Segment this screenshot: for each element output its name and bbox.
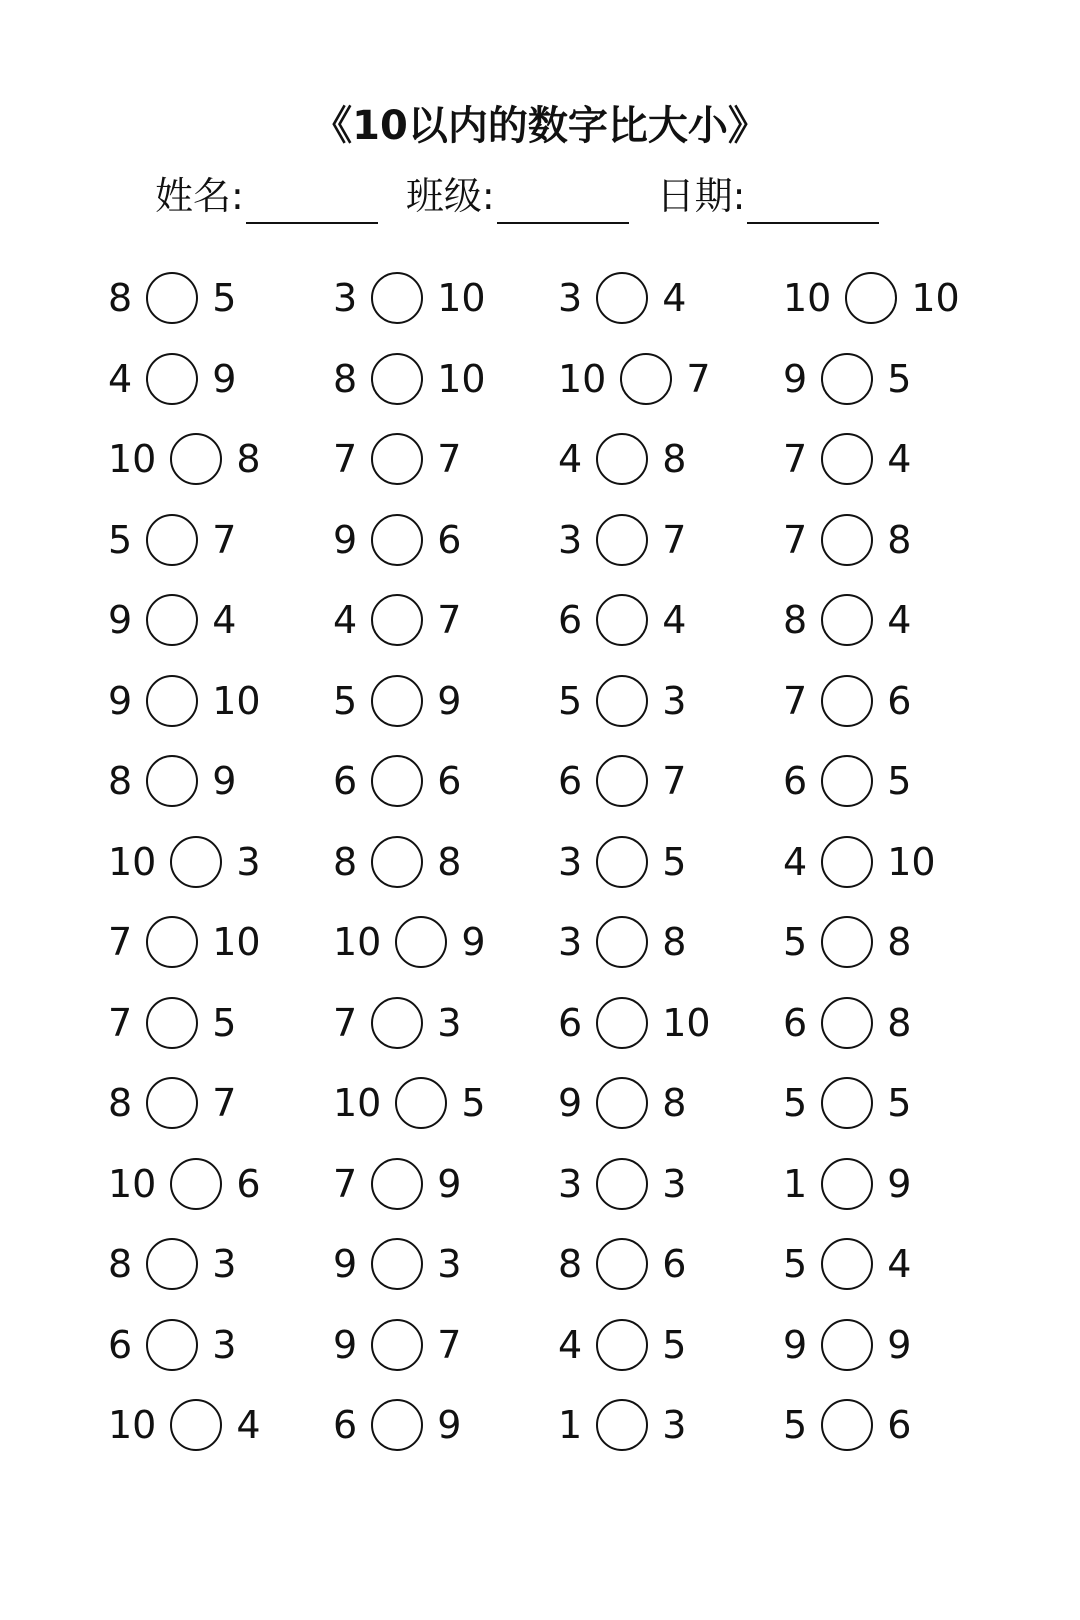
answer-circle[interactable] — [596, 1399, 648, 1451]
comparison-problem — [333, 1075, 558, 1131]
left-number: 6 — [558, 1000, 583, 1045]
left-number: 6 — [783, 1000, 808, 1045]
name-field — [155, 168, 378, 224]
right-number: 9 — [887, 1322, 912, 1367]
comparison-problem — [558, 1236, 783, 1292]
right-number: 8 — [887, 517, 912, 562]
right-number: 5 — [887, 1081, 912, 1126]
left-number: 6 — [333, 759, 358, 804]
answer-circle[interactable] — [821, 1319, 873, 1371]
class-field — [406, 168, 629, 224]
left-number: 10 — [333, 920, 382, 965]
answer-circle[interactable] — [371, 353, 423, 405]
left-number: 9 — [108, 598, 133, 643]
left-number: 9 — [558, 1081, 583, 1126]
answer-circle[interactable] — [170, 836, 222, 888]
answer-circle[interactable] — [821, 675, 873, 727]
comparison-problem — [333, 351, 558, 407]
left-number: 10 — [783, 276, 832, 321]
answer-circle[interactable] — [821, 997, 873, 1049]
comparison-problem — [783, 753, 1008, 809]
comparison-problem — [558, 1075, 783, 1131]
right-number: 8 — [437, 839, 462, 884]
right-number: 3 — [662, 1161, 687, 1206]
right-number: 7 — [212, 1081, 237, 1126]
right-number: 4 — [662, 276, 687, 321]
comparison-problem — [783, 1317, 1008, 1373]
left-number: 8 — [108, 1081, 133, 1126]
problem-row — [108, 339, 1008, 420]
answer-circle[interactable] — [371, 433, 423, 485]
answer-circle[interactable] — [170, 433, 222, 485]
problem-row — [108, 1305, 1008, 1386]
answer-circle[interactable] — [146, 755, 198, 807]
comparison-problem — [333, 1156, 558, 1212]
right-number: 9 — [212, 356, 237, 401]
comparison-problem — [558, 1317, 783, 1373]
comparison-problem — [783, 351, 1008, 407]
left-number: 7 — [783, 678, 808, 723]
answer-circle[interactable] — [371, 594, 423, 646]
answer-circle[interactable] — [821, 836, 873, 888]
answer-circle[interactable] — [821, 1238, 873, 1290]
answer-circle[interactable] — [371, 514, 423, 566]
left-number: 9 — [783, 1322, 808, 1367]
right-number: 10 — [212, 920, 261, 965]
right-number: 10 — [662, 1000, 711, 1045]
right-number: 4 — [662, 598, 687, 643]
answer-circle[interactable] — [821, 1399, 873, 1451]
right-number: 6 — [662, 1242, 687, 1287]
left-number: 4 — [558, 1322, 583, 1367]
right-number: 5 — [887, 759, 912, 804]
left-number: 5 — [783, 1403, 808, 1448]
answer-circle[interactable] — [845, 272, 897, 324]
right-number: 8 — [887, 1000, 912, 1045]
answer-circle[interactable] — [821, 594, 873, 646]
worksheet-title: 《10以内的数字比大小》 — [312, 103, 768, 149]
left-number: 8 — [333, 356, 358, 401]
right-number: 10 — [437, 276, 486, 321]
comparison-problem — [108, 1397, 333, 1453]
comparison-problem — [333, 914, 558, 970]
problem-row — [108, 1224, 1008, 1305]
answer-circle[interactable] — [596, 514, 648, 566]
right-number: 3 — [212, 1242, 237, 1287]
answer-circle[interactable] — [146, 916, 198, 968]
comparison-problem — [333, 270, 558, 326]
comparison-problem — [333, 1236, 558, 1292]
answer-circle[interactable] — [821, 755, 873, 807]
comparison-problem — [108, 1317, 333, 1373]
left-number: 8 — [558, 1242, 583, 1287]
answer-circle[interactable] — [596, 836, 648, 888]
answer-circle[interactable] — [395, 916, 447, 968]
right-number: 9 — [461, 920, 486, 965]
answer-circle[interactable] — [821, 353, 873, 405]
comparison-problem — [558, 1397, 783, 1453]
answer-circle[interactable] — [821, 916, 873, 968]
right-number: 7 — [662, 517, 687, 562]
name-blank[interactable] — [246, 182, 378, 224]
answer-circle[interactable] — [371, 1399, 423, 1451]
right-number: 7 — [437, 598, 462, 643]
left-number: 3 — [333, 276, 358, 321]
right-number: 7 — [437, 437, 462, 482]
answer-circle[interactable] — [146, 675, 198, 727]
right-number: 4 — [887, 1242, 912, 1287]
comparison-problem — [108, 431, 333, 487]
left-number: 9 — [783, 356, 808, 401]
right-number: 7 — [212, 517, 237, 562]
left-number: 6 — [333, 1403, 358, 1448]
left-number: 4 — [558, 437, 583, 482]
answer-circle[interactable] — [371, 1238, 423, 1290]
answer-circle[interactable] — [596, 433, 648, 485]
comparison-problem — [333, 1317, 558, 1373]
right-number: 5 — [662, 839, 687, 884]
problem-row — [108, 983, 1008, 1064]
comparison-problem — [108, 753, 333, 809]
right-number: 3 — [236, 839, 261, 884]
answer-circle[interactable] — [170, 1399, 222, 1451]
right-number: 3 — [437, 1242, 462, 1287]
answer-circle[interactable] — [821, 433, 873, 485]
left-number: 8 — [108, 1242, 133, 1287]
comparison-problem — [783, 512, 1008, 568]
right-number: 8 — [662, 1081, 687, 1126]
comparison-problem — [558, 995, 783, 1051]
right-number: 4 — [236, 1403, 261, 1448]
answer-circle[interactable] — [146, 272, 198, 324]
right-number: 10 — [212, 678, 261, 723]
comparison-problem — [108, 1075, 333, 1131]
problem-grid — [108, 258, 1008, 1466]
left-number: 3 — [558, 517, 583, 562]
comparison-problem — [108, 512, 333, 568]
comparison-problem — [333, 753, 558, 809]
problem-row — [108, 661, 1008, 742]
left-number: 10 — [333, 1081, 382, 1126]
left-number: 9 — [333, 1322, 358, 1367]
left-number: 4 — [783, 839, 808, 884]
answer-circle[interactable] — [371, 1158, 423, 1210]
left-number: 3 — [558, 839, 583, 884]
answer-circle[interactable] — [596, 916, 648, 968]
comparison-problem — [333, 1397, 558, 1453]
answer-circle[interactable] — [596, 594, 648, 646]
left-number: 5 — [558, 678, 583, 723]
right-number: 3 — [212, 1322, 237, 1367]
right-number: 8 — [662, 920, 687, 965]
left-number: 7 — [333, 1000, 358, 1045]
answer-circle[interactable] — [596, 1158, 648, 1210]
comparison-problem — [558, 673, 783, 729]
answer-circle[interactable] — [620, 353, 672, 405]
left-number: 7 — [333, 437, 358, 482]
right-number: 9 — [437, 1161, 462, 1206]
left-number: 10 — [558, 356, 607, 401]
answer-circle[interactable] — [146, 997, 198, 1049]
comparison-problem — [558, 914, 783, 970]
comparison-problem — [108, 834, 333, 890]
left-number: 7 — [783, 437, 808, 482]
answer-circle[interactable] — [371, 755, 423, 807]
comparison-problem — [108, 592, 333, 648]
problem-row — [108, 741, 1008, 822]
right-number: 4 — [887, 437, 912, 482]
answer-circle[interactable] — [596, 1319, 648, 1371]
left-number: 4 — [108, 356, 133, 401]
comparison-problem — [333, 592, 558, 648]
right-number: 5 — [887, 356, 912, 401]
date-field — [657, 168, 880, 224]
left-number: 8 — [783, 598, 808, 643]
left-number: 9 — [333, 1242, 358, 1287]
right-number: 9 — [887, 1161, 912, 1206]
comparison-problem — [558, 753, 783, 809]
date-blank[interactable] — [747, 182, 879, 224]
left-number: 7 — [783, 517, 808, 562]
left-number: 7 — [108, 920, 133, 965]
left-number: 1 — [783, 1161, 808, 1206]
left-number: 4 — [333, 598, 358, 643]
answer-circle[interactable] — [371, 836, 423, 888]
right-number: 5 — [662, 1322, 687, 1367]
left-number: 3 — [558, 276, 583, 321]
problem-row — [108, 1385, 1008, 1466]
problem-row — [108, 822, 1008, 903]
right-number: 6 — [437, 517, 462, 562]
answer-circle[interactable] — [146, 514, 198, 566]
right-number: 7 — [437, 1322, 462, 1367]
comparison-problem — [108, 1236, 333, 1292]
answer-circle[interactable] — [596, 1077, 648, 1129]
comparison-problem — [783, 673, 1008, 729]
right-number: 10 — [887, 839, 936, 884]
problem-row — [108, 419, 1008, 500]
left-number: 3 — [558, 1161, 583, 1206]
answer-circle[interactable] — [395, 1077, 447, 1129]
answer-circle[interactable] — [596, 1238, 648, 1290]
answer-circle[interactable] — [146, 1319, 198, 1371]
left-number: 6 — [108, 1322, 133, 1367]
left-number: 5 — [783, 920, 808, 965]
right-number: 5 — [212, 276, 237, 321]
right-number: 10 — [911, 276, 960, 321]
left-number: 8 — [333, 839, 358, 884]
answer-circle[interactable] — [146, 353, 198, 405]
left-number: 9 — [108, 678, 133, 723]
answer-circle[interactable] — [596, 755, 648, 807]
right-number: 7 — [686, 356, 711, 401]
right-number: 9 — [437, 1403, 462, 1448]
answer-circle[interactable] — [596, 675, 648, 727]
comparison-problem — [783, 431, 1008, 487]
comparison-problem — [783, 592, 1008, 648]
class-label: 班级: — [405, 174, 495, 218]
answer-circle[interactable] — [371, 675, 423, 727]
answer-circle[interactable] — [821, 1158, 873, 1210]
comparison-problem — [783, 1236, 1008, 1292]
right-number: 10 — [437, 356, 486, 401]
right-number: 6 — [437, 759, 462, 804]
left-number: 5 — [783, 1242, 808, 1287]
comparison-problem — [783, 1156, 1008, 1212]
comparison-problem — [108, 914, 333, 970]
left-number: 7 — [333, 1161, 358, 1206]
right-number: 9 — [212, 759, 237, 804]
answer-circle[interactable] — [596, 272, 648, 324]
left-number: 10 — [108, 839, 157, 884]
left-number: 8 — [108, 276, 133, 321]
student-info-line — [155, 168, 879, 224]
answer-circle[interactable] — [371, 272, 423, 324]
right-number: 8 — [236, 437, 261, 482]
answer-circle[interactable] — [146, 1238, 198, 1290]
left-number: 10 — [108, 1161, 157, 1206]
problem-row — [108, 500, 1008, 581]
left-number: 6 — [558, 598, 583, 643]
answer-circle[interactable] — [821, 1077, 873, 1129]
comparison-problem — [333, 995, 558, 1051]
comparison-problem — [783, 914, 1008, 970]
left-number: 6 — [558, 759, 583, 804]
right-number: 5 — [461, 1081, 486, 1126]
answer-circle[interactable] — [371, 997, 423, 1049]
comparison-problem — [108, 995, 333, 1051]
left-number: 8 — [108, 759, 133, 804]
left-number: 1 — [558, 1403, 583, 1448]
comparison-problem — [333, 834, 558, 890]
right-number: 3 — [437, 1000, 462, 1045]
answer-circle[interactable] — [821, 514, 873, 566]
right-number: 6 — [887, 1403, 912, 1448]
comparison-problem — [783, 1075, 1008, 1131]
comparison-problem — [558, 512, 783, 568]
problem-row — [108, 580, 1008, 661]
comparison-problem — [108, 1156, 333, 1212]
left-number: 9 — [333, 517, 358, 562]
right-number: 3 — [662, 1403, 687, 1448]
comparison-problem — [333, 431, 558, 487]
comparison-problem — [783, 834, 1008, 890]
left-number: 5 — [333, 678, 358, 723]
comparison-problem — [783, 995, 1008, 1051]
right-number: 6 — [236, 1161, 261, 1206]
answer-circle[interactable] — [146, 1077, 198, 1129]
answer-circle[interactable] — [371, 1319, 423, 1371]
comparison-problem — [108, 673, 333, 729]
right-number: 3 — [662, 678, 687, 723]
right-number: 6 — [887, 678, 912, 723]
right-number: 8 — [662, 437, 687, 482]
left-number: 7 — [108, 1000, 133, 1045]
comparison-problem — [558, 592, 783, 648]
comparison-problem — [783, 270, 1008, 326]
comparison-problem — [558, 351, 783, 407]
right-number: 4 — [887, 598, 912, 643]
left-number: 3 — [558, 920, 583, 965]
comparison-problem — [558, 270, 783, 326]
answer-circle[interactable] — [170, 1158, 222, 1210]
comparison-problem — [333, 673, 558, 729]
name-label: 姓名: — [155, 174, 244, 218]
problem-row — [108, 1063, 1008, 1144]
comparison-problem — [108, 270, 333, 326]
left-number: 5 — [108, 517, 133, 562]
answer-circle[interactable] — [146, 594, 198, 646]
left-number: 5 — [783, 1081, 808, 1126]
right-number: 9 — [437, 678, 462, 723]
right-number: 4 — [212, 598, 237, 643]
problem-row — [108, 902, 1008, 983]
right-number: 8 — [887, 920, 912, 965]
comparison-problem — [558, 431, 783, 487]
comparison-problem — [333, 512, 558, 568]
problem-row — [108, 1144, 1008, 1225]
comparison-problem — [558, 834, 783, 890]
comparison-problem — [108, 351, 333, 407]
comparison-problem — [558, 1156, 783, 1212]
class-blank[interactable] — [497, 182, 629, 224]
right-number: 5 — [212, 1000, 237, 1045]
left-number: 6 — [783, 759, 808, 804]
right-number: 7 — [662, 759, 687, 804]
left-number: 10 — [108, 1403, 157, 1448]
answer-circle[interactable] — [596, 997, 648, 1049]
date-label: 日期: — [656, 174, 746, 218]
left-number: 10 — [108, 437, 157, 482]
problem-row — [108, 258, 1008, 339]
comparison-problem — [783, 1397, 1008, 1453]
